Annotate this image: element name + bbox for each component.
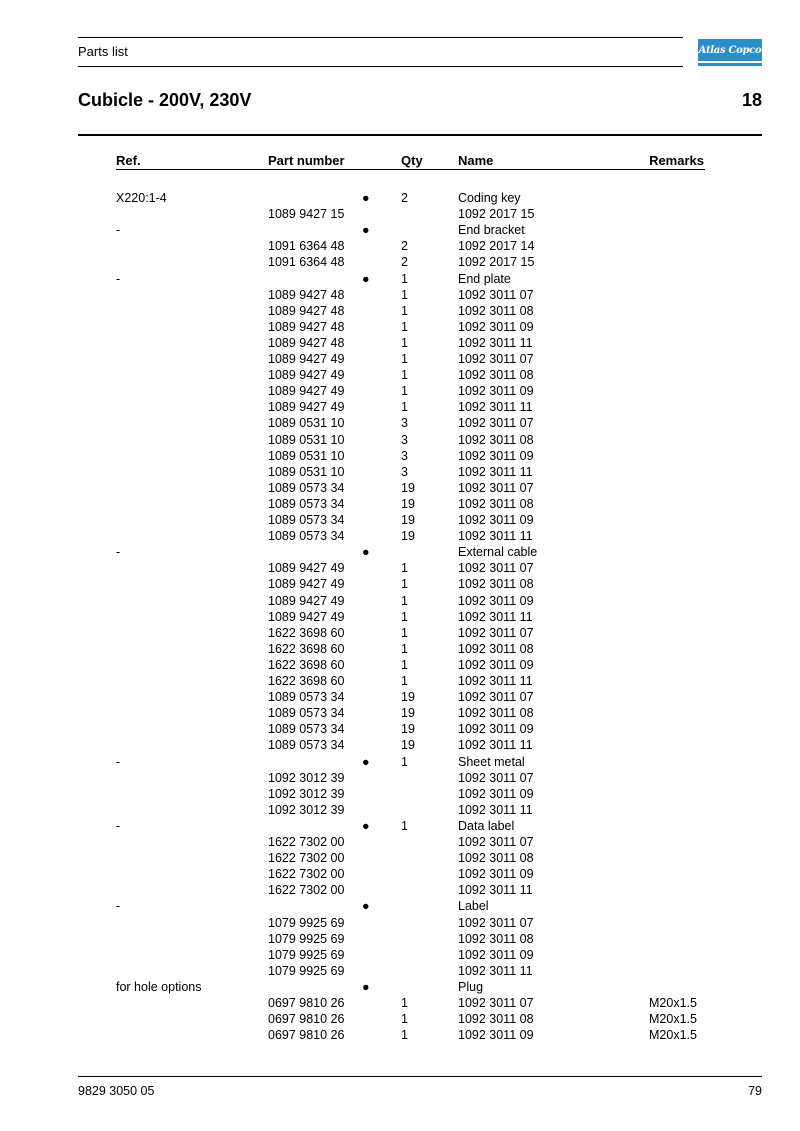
part-number-cell: 1622 3698 60 bbox=[268, 674, 345, 688]
table-row bbox=[0, 948, 800, 964]
qty-cell: 1 bbox=[401, 593, 408, 608]
qty-cell: 2 bbox=[401, 255, 408, 270]
table-row bbox=[0, 738, 800, 754]
name-cell: 1092 3011 07 bbox=[458, 915, 534, 930]
part-number-cell: 1089 9427 49 bbox=[268, 368, 345, 383]
name-cell: 1092 3011 08 bbox=[458, 851, 534, 866]
table-row bbox=[0, 899, 800, 915]
name-cell: 1092 3011 11 bbox=[458, 529, 533, 544]
part-number-cell: 1089 0531 10 bbox=[268, 448, 345, 463]
name-cell: End plate bbox=[458, 271, 511, 286]
part-number-cell: 1079 9925 69 bbox=[268, 947, 345, 962]
qty-cell: 1 bbox=[401, 818, 408, 833]
part-number-cell: 1622 3698 60 bbox=[268, 657, 345, 672]
ref-cell: - bbox=[116, 271, 121, 286]
qty-cell: 19 bbox=[401, 513, 415, 527]
table-row bbox=[0, 803, 800, 819]
qty-cell: 1 bbox=[401, 319, 408, 334]
name-cell: 1092 3011 08 bbox=[458, 931, 534, 946]
page-title: Cubicle - 200V, 230V bbox=[78, 90, 252, 110]
name-cell: 1092 3011 08 bbox=[458, 496, 534, 511]
part-number-cell: 1622 7302 00 bbox=[268, 851, 345, 866]
table-row bbox=[0, 916, 800, 932]
name-cell: 1092 3011 07 bbox=[458, 561, 534, 576]
qty-cell: 3 bbox=[401, 416, 408, 431]
name-cell: Coding key bbox=[458, 191, 521, 205]
bullet-marker: ● bbox=[362, 899, 370, 914]
name-cell: 1092 3011 08 bbox=[458, 1012, 534, 1027]
remarks-cell: M20x1.5 bbox=[649, 1012, 697, 1027]
name-cell: 1092 3011 07 bbox=[458, 480, 534, 495]
table-row bbox=[0, 433, 800, 449]
name-cell: 1092 3011 11 bbox=[458, 738, 533, 753]
table-row bbox=[0, 1012, 800, 1028]
atlas-copco-logo: Atlas Copco bbox=[698, 39, 762, 61]
part-number-cell: 1089 0573 34 bbox=[268, 496, 345, 511]
name-cell: Label bbox=[458, 899, 489, 914]
table-row bbox=[0, 867, 800, 883]
section-number: 18 bbox=[741, 90, 762, 110]
name-cell: 1092 3011 07 bbox=[458, 770, 534, 785]
qty-cell: 19 bbox=[401, 690, 415, 705]
bullet-marker: ● bbox=[362, 754, 370, 769]
name-cell: 1092 3011 11 bbox=[458, 674, 533, 688]
part-number-cell: 0697 9810 26 bbox=[268, 1028, 345, 1043]
table-row bbox=[0, 658, 800, 674]
part-number-cell: 1092 3012 39 bbox=[268, 802, 345, 817]
ref-cell: for hole options bbox=[116, 979, 202, 994]
qty-cell: 1 bbox=[401, 674, 408, 688]
qty-cell: 1 bbox=[401, 641, 408, 656]
ref-cell: - bbox=[116, 899, 121, 914]
qty-cell: 19 bbox=[401, 738, 415, 753]
col-remarks-header: Remarks bbox=[649, 153, 704, 168]
table-row bbox=[0, 513, 800, 529]
part-number-cell: 1079 9925 69 bbox=[268, 963, 345, 978]
table-row bbox=[0, 835, 800, 851]
table-row bbox=[0, 449, 800, 465]
bullet-marker: ● bbox=[362, 271, 370, 286]
table-row bbox=[0, 851, 800, 867]
bullet-marker: ● bbox=[362, 223, 370, 238]
part-number-cell: 1089 0573 34 bbox=[268, 529, 345, 544]
name-cell: 1092 3011 07 bbox=[458, 416, 534, 431]
part-number-cell: 1089 9427 49 bbox=[268, 352, 345, 366]
name-cell: 1092 3011 09 bbox=[458, 319, 534, 334]
table-row bbox=[0, 642, 800, 658]
footer-rule bbox=[78, 1076, 762, 1077]
table-row bbox=[0, 545, 800, 561]
table-row bbox=[0, 755, 800, 771]
name-cell: Sheet metal bbox=[458, 754, 525, 769]
name-cell: 1092 3011 07 bbox=[458, 625, 534, 640]
part-number-cell: 1089 9427 49 bbox=[268, 400, 345, 415]
header-bottom-rule bbox=[78, 66, 683, 67]
qty-cell: 1 bbox=[401, 609, 408, 624]
bullet-marker: ● bbox=[362, 979, 370, 994]
table-row bbox=[0, 368, 800, 384]
table-row bbox=[0, 223, 800, 239]
name-cell: 1092 3011 09 bbox=[458, 786, 534, 801]
part-number-cell: 1092 3012 39 bbox=[268, 786, 345, 801]
qty-cell: 1 bbox=[401, 754, 408, 769]
table-row bbox=[0, 594, 800, 610]
name-cell: 1092 3011 11 bbox=[458, 883, 533, 898]
part-number-cell: 1092 3012 39 bbox=[268, 770, 345, 785]
name-cell: 1092 3011 11 bbox=[458, 963, 533, 978]
table-row bbox=[0, 996, 800, 1012]
part-number-cell: 1089 0531 10 bbox=[268, 432, 345, 447]
header-top-rule bbox=[78, 37, 683, 38]
qty-cell: 19 bbox=[401, 722, 415, 737]
page-number: 79 bbox=[748, 1084, 762, 1098]
ref-cell: - bbox=[116, 545, 121, 560]
part-number-cell: 1622 7302 00 bbox=[268, 867, 345, 882]
table-row bbox=[0, 529, 800, 545]
table-row bbox=[0, 465, 800, 481]
name-cell: 1092 3011 11 bbox=[458, 400, 533, 415]
name-cell: Data label bbox=[458, 818, 515, 833]
qty-cell: 2 bbox=[401, 191, 408, 205]
ref-cell: - bbox=[116, 818, 121, 833]
table-row bbox=[0, 787, 800, 803]
part-number-cell: 1089 9427 48 bbox=[268, 303, 345, 318]
qty-cell: 1 bbox=[401, 657, 408, 672]
qty-cell: 1 bbox=[401, 561, 408, 576]
table-row bbox=[0, 610, 800, 626]
table-row bbox=[0, 706, 800, 722]
name-cell: 1092 3011 09 bbox=[458, 513, 534, 527]
name-cell: 1092 3011 09 bbox=[458, 448, 534, 463]
part-number-cell: 1089 0573 34 bbox=[268, 513, 345, 527]
table-row bbox=[0, 771, 800, 787]
part-number-cell: 1089 9427 49 bbox=[268, 593, 345, 608]
table-row bbox=[0, 626, 800, 642]
table-row bbox=[0, 497, 800, 513]
qty-cell: 1 bbox=[401, 271, 408, 286]
name-cell: 1092 3011 09 bbox=[458, 1028, 534, 1043]
table-row bbox=[0, 272, 800, 288]
name-cell: 1092 3011 09 bbox=[458, 947, 534, 962]
name-cell: 1092 2017 14 bbox=[458, 239, 535, 254]
table-row bbox=[0, 481, 800, 497]
name-cell: 1092 3011 07 bbox=[458, 690, 534, 705]
bullet-marker: ● bbox=[362, 818, 370, 833]
table-row bbox=[0, 932, 800, 948]
part-number-cell: 0697 9810 26 bbox=[268, 1012, 345, 1027]
part-number-cell: 1089 0531 10 bbox=[268, 416, 345, 431]
part-number-cell: 1089 9427 48 bbox=[268, 319, 345, 334]
header-label: Parts list bbox=[78, 44, 128, 59]
part-number-cell: 1089 9427 48 bbox=[268, 287, 345, 302]
qty-cell: 1 bbox=[401, 1012, 408, 1027]
table-row bbox=[0, 320, 800, 336]
name-cell: Plug bbox=[458, 979, 484, 994]
qty-cell: 19 bbox=[401, 529, 415, 544]
ref-cell: - bbox=[116, 223, 121, 238]
part-number-cell: 1089 9427 49 bbox=[268, 577, 345, 592]
table-row bbox=[0, 674, 800, 690]
table-row bbox=[0, 980, 800, 996]
qty-cell: 1 bbox=[401, 625, 408, 640]
name-cell: 1092 3011 08 bbox=[458, 577, 534, 592]
table-row bbox=[0, 400, 800, 416]
name-cell: 1092 3011 08 bbox=[458, 706, 534, 721]
table-header-rule bbox=[116, 169, 705, 170]
qty-cell: 3 bbox=[401, 448, 408, 463]
table-row bbox=[0, 577, 800, 593]
table-row bbox=[0, 207, 800, 223]
table-row bbox=[0, 352, 800, 368]
name-cell: 1092 3011 09 bbox=[458, 722, 534, 737]
qty-cell: 1 bbox=[401, 384, 408, 399]
part-number-cell: 1089 0573 34 bbox=[268, 738, 345, 753]
col-qty-header: Qty bbox=[401, 153, 423, 168]
table-row bbox=[0, 336, 800, 352]
table-row bbox=[0, 384, 800, 400]
name-cell: 1092 3011 11 bbox=[458, 802, 533, 817]
qty-cell: 1 bbox=[401, 1028, 408, 1043]
remarks-cell: M20x1.5 bbox=[649, 1028, 697, 1043]
qty-cell: 19 bbox=[401, 496, 415, 511]
table-row bbox=[0, 239, 800, 255]
qty-cell: 1 bbox=[401, 996, 408, 1010]
qty-cell: 1 bbox=[401, 303, 408, 318]
part-number-cell: 1089 9427 49 bbox=[268, 609, 345, 624]
table-row bbox=[0, 255, 800, 271]
qty-cell: 1 bbox=[401, 287, 408, 302]
part-number-cell: 1089 0573 34 bbox=[268, 480, 345, 495]
name-cell: End bracket bbox=[458, 223, 525, 238]
name-cell: External cable bbox=[458, 545, 538, 560]
part-number-cell: 1089 0573 34 bbox=[268, 722, 345, 737]
part-number-cell: 1622 7302 00 bbox=[268, 883, 345, 898]
part-number-cell: 1089 9427 48 bbox=[268, 335, 345, 350]
table-row bbox=[0, 304, 800, 320]
qty-cell: 19 bbox=[401, 706, 415, 721]
qty-cell: 1 bbox=[401, 368, 408, 383]
name-cell: 1092 3011 07 bbox=[458, 996, 534, 1010]
name-cell: 1092 3011 07 bbox=[458, 287, 534, 302]
table-row bbox=[0, 722, 800, 738]
remarks-cell: M20x1.5 bbox=[649, 996, 697, 1010]
part-number-cell: 1091 6364 48 bbox=[268, 239, 345, 254]
ref-cell: X220:1-4 bbox=[116, 191, 167, 205]
part-number-cell: 1089 0531 10 bbox=[268, 464, 345, 479]
name-cell: 1092 3011 07 bbox=[458, 352, 534, 366]
name-cell: 1092 3011 11 bbox=[458, 335, 533, 350]
name-cell: 1092 3011 11 bbox=[458, 464, 533, 479]
name-cell: 1092 3011 08 bbox=[458, 303, 534, 318]
name-cell: 1092 3011 08 bbox=[458, 641, 534, 656]
name-cell: 1092 3011 11 bbox=[458, 609, 533, 624]
table-row bbox=[0, 561, 800, 577]
part-number-cell: 1079 9925 69 bbox=[268, 931, 345, 946]
table-row bbox=[0, 690, 800, 706]
table-row bbox=[0, 883, 800, 899]
part-number-cell: 0697 9810 26 bbox=[268, 996, 345, 1010]
col-part-header: Part number bbox=[268, 153, 345, 168]
col-name-header: Name bbox=[458, 153, 494, 168]
table-row bbox=[0, 191, 800, 207]
qty-cell: 1 bbox=[401, 577, 408, 592]
title-rule bbox=[78, 134, 762, 136]
col-ref-header: Ref. bbox=[116, 153, 141, 168]
part-number-cell: 1079 9925 69 bbox=[268, 915, 345, 930]
table-row bbox=[0, 1028, 800, 1044]
part-number-cell: 1089 0573 34 bbox=[268, 706, 345, 721]
name-cell: 1092 2017 15 bbox=[458, 207, 535, 222]
logo-stripe bbox=[698, 63, 762, 66]
name-cell: 1092 3011 09 bbox=[458, 593, 534, 608]
name-cell: 1092 3011 09 bbox=[458, 384, 534, 399]
name-cell: 1092 3011 09 bbox=[458, 657, 534, 672]
qty-cell: 1 bbox=[401, 335, 408, 350]
document-number: 9829 3050 05 bbox=[78, 1084, 155, 1098]
name-cell: 1092 3011 07 bbox=[458, 835, 534, 849]
part-number-cell: 1091 6364 48 bbox=[268, 255, 345, 270]
part-number-cell: 1089 9427 15 bbox=[268, 207, 345, 222]
table-row bbox=[0, 288, 800, 304]
part-number-cell: 1622 3698 60 bbox=[268, 641, 345, 656]
qty-cell: 2 bbox=[401, 239, 408, 254]
part-number-cell: 1089 9427 49 bbox=[268, 561, 345, 576]
qty-cell: 3 bbox=[401, 464, 408, 479]
name-cell: 1092 2017 15 bbox=[458, 255, 535, 270]
bullet-marker: ● bbox=[362, 191, 370, 205]
name-cell: 1092 3011 09 bbox=[458, 867, 534, 882]
table-row bbox=[0, 964, 800, 980]
table-row bbox=[0, 416, 800, 432]
bullet-marker: ● bbox=[362, 545, 370, 560]
part-number-cell: 1622 7302 00 bbox=[268, 835, 345, 849]
part-number-cell: 1622 3698 60 bbox=[268, 625, 345, 640]
part-number-cell: 1089 9427 49 bbox=[268, 384, 345, 399]
name-cell: 1092 3011 08 bbox=[458, 432, 534, 447]
qty-cell: 1 bbox=[401, 400, 408, 415]
part-number-cell: 1089 0573 34 bbox=[268, 690, 345, 705]
qty-cell: 1 bbox=[401, 352, 408, 366]
name-cell: 1092 3011 08 bbox=[458, 368, 534, 383]
qty-cell: 3 bbox=[401, 432, 408, 447]
ref-cell: - bbox=[116, 754, 121, 769]
table-row bbox=[0, 819, 800, 835]
qty-cell: 19 bbox=[401, 480, 415, 495]
